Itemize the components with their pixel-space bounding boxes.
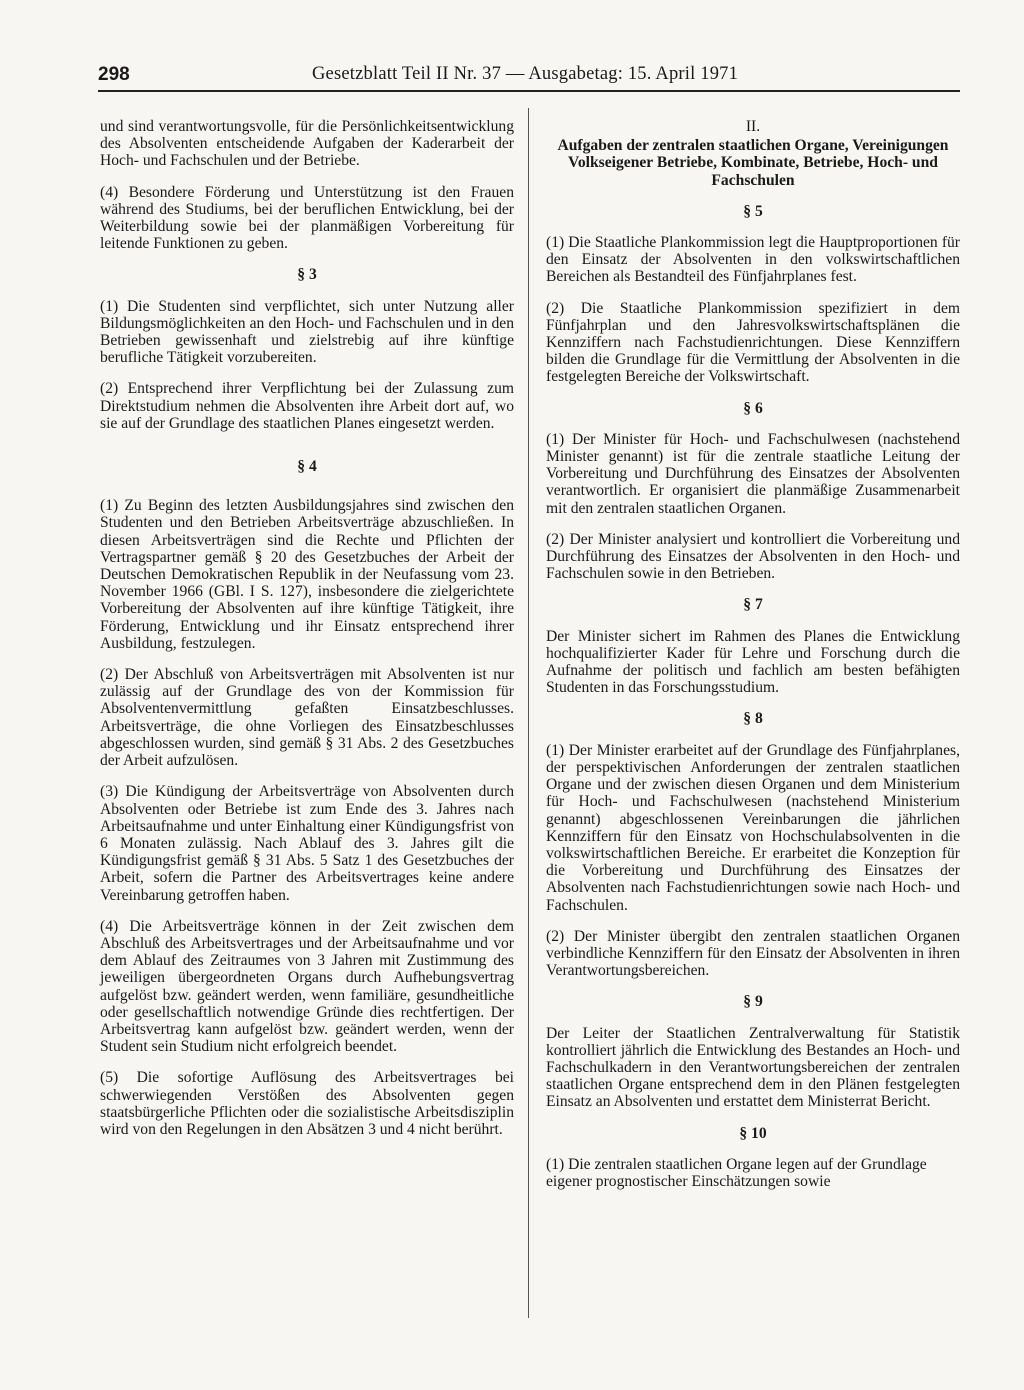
paragraph: (1) Zu Beginn des letzten Ausbildungsjahres sind zwischen den Studenten und den Betrieben Arbeitsverträge abzuschließen. In diesen Arbeitsverträgen sind die Rechte und Pflichten der Vertragspartner gemäß § 20 des Gesetzbuches der Arbeit der Deutschen Demokratischen Republik in der Neufassung vom 23. November 1966 (GBl. I S. 127), insbesondere die zielgerichtete Vorbereitung der Absolventen auf ihre künftige Tätigkeit, ihre Förderung, Entwicklung und ihr Einsatz entsprechend ihrer Ausbildung, festzulegen. bbox=[100, 497, 514, 652]
paragraph: (1) Die Staatliche Plankommission legt die Hauptproportionen für den Einsatz der Absolventen in den volkswirtschaftlichen Bereichen als Bestandteil des Fünfjahrplanes fest. bbox=[546, 234, 960, 286]
paragraph: (1) Die Studenten sind verpflichtet, sich unter Nutzung aller Bildungsmöglichkeiten an den Hoch- und Fachschulen und in den Betrieben gewissenhaft und zielstrebig auf ihre künftige berufliche Tätigkeit vorzubereiten. bbox=[100, 297, 514, 367]
section-heading-9: § 9 bbox=[743, 993, 763, 1011]
paragraph: (3) Die Kündigung der Arbeitsverträge von Absolventen durch Absolventen oder Betriebe ist zum Ende des 3. Jahres nach Arbeitsaufnahme und unter Einhaltung einer Kündigungsfrist von 6 Monaten zulässig. Nach Ablauf des 3. Jahres gilt die Kündigungsfrist gemäß § 31 Abs. 5 Satz 1 des Gesetzbuches der Arbeit, sofern die Partner des Arbeitsvertrages keine andere Vereinbarung getroffen haben. bbox=[100, 783, 514, 904]
section-heading-5: § 5 bbox=[743, 202, 763, 220]
gazette-issue-title: Gesetzblatt Teil II Nr. 37 — Ausgabetag: 15. April 1971 bbox=[312, 64, 739, 84]
section-heading-3: § 3 bbox=[297, 266, 317, 284]
paragraph: Der Minister sichert im Rahmen des Planes die Entwicklung hochqualifizierter Kader für Lehre und Forschung durch die Aufnahme der politisch und fachlich am besten befähigten Studenten in das Forschungsstudium. bbox=[546, 627, 960, 697]
spacer bbox=[100, 489, 514, 497]
right-column bbox=[546, 118, 960, 1204]
paragraph: (2) Die Staatliche Plankommission spezifiziert in dem Fünfjahrplan und den Jahresvolkswirtschaftsplänen die Kennziffern nach Fachstudienrichtungen. Diese Kennziffern bilden die Grundlage für die Vermittlung der Absolventen in die festgelegten Bereiche der Volkswirtschaft. bbox=[546, 299, 960, 386]
paragraph: (1) Der Minister für Hoch- und Fachschulwesen (nachstehend Minister genannt) ist für die zentrale staatliche Leitung der Vorbereitung und Durchführung des Einsatzes der Absolventen verantwortlich. Er organisiert die planmäßige Zusammenarbeit mit den zentralen staatlichen Organen. bbox=[546, 430, 960, 517]
paragraph: (2) Der Minister übergibt den zentralen staatlichen Organen verbindliche Kennziffern für den Einsatz der Absolventen in ihren Verantwortungsbereichen. bbox=[546, 927, 960, 980]
left-column bbox=[100, 118, 514, 1152]
section-heading-10: § 10 bbox=[739, 1124, 767, 1142]
paragraph: (1) Der Minister erarbeitet auf der Grundlage des Fünfjahrplanes, der perspektivischen Anforderungen der zentralen staatlichen Organe und der zwischen diesen Organen und dem Ministerium für Hoch- und Fachschulwesen (nachstehend Ministerium genannt) abgeschlossenen Vereinbarungen die jährlichen Kennziffern für den Einsatz von Hochschulabsolventen in die volkswirtschaftlichen Bereiche. Er erarbeitet die Konzeption für die Vorbereitung und Durchführung des Einsatzes der Absolventen nach Fachstudienrichtungen sowie nach Hoch- und Fachschulen. bbox=[546, 741, 960, 914]
paragraph: (4) Besondere Förderung und Unterstützung ist den Frauen während des Studiums, bei der beruflichen Entwicklung, bei der Weiterbildung sowie bei der planmäßigen Vorbereitung für leitende Funktionen zu geben. bbox=[100, 183, 514, 253]
paragraph: und sind verantwortungsvolle, für die Persönlichkeitsentwicklung des Absolventen entscheidende Aufgaben der Kaderarbeit der Hoch- und Fachschulen und der Betriebe. bbox=[100, 118, 514, 170]
paragraph: Der Leiter der Staatlichen Zentralverwaltung für Statistik kontrolliert jährlich die Entwicklung des Bestandes an Hoch- und Fachschulkadern in den Verantwortungsbereichen der zentralen staatlichen Organe entsprechend dem in den Plänen festgelegten Einsatz an Absolventen und erstattet dem Ministerrat Bericht. bbox=[546, 1024, 960, 1111]
paragraph: (2) Der Minister analysiert und kontrolliert die Vorbereitung und Durchführung des Einsatzes der Absolventen in den Hoch- und Fachschulen sowie in den Betrieben. bbox=[546, 530, 960, 583]
section-heading-7: § 7 bbox=[743, 596, 763, 614]
chapter-title: Aufgaben der zentralen staatlichen Organe, Vereinigungen Volkseigener Betriebe, Kombinate, Betriebe, Hoch- und Fachschulen bbox=[557, 137, 949, 189]
paragraph: (1) Die zentralen staatlichen Organe legen auf der Grundlage eigener prognostischer Einschätzungen sowie bbox=[546, 1155, 927, 1190]
chapter-number: II. bbox=[745, 118, 761, 135]
section-heading-8: § 8 bbox=[743, 710, 763, 728]
column-divider bbox=[528, 108, 529, 1318]
section-heading-6: § 6 bbox=[743, 399, 763, 417]
paragraph: (2) Entsprechend ihrer Verpflichtung bei der Zulassung zum Direktstudium nehmen die Absolventen ihre Arbeit dort auf, wo sie auf der Grundlage des staatlichen Planes eingesetzt werden. bbox=[100, 380, 514, 432]
paragraph: (4) Die Arbeitsverträge können in der Zeit zwischen dem Abschluß des Arbeitsvertrages und der Arbeitsaufnahme und vor dem Ablauf des Zeitraumes von 3 Jahren mit Zustimmung des jeweiligen übergeordneten Organs durch Aufhebungsvertrag aufgelöst bzw. geändert werden, wenn familiäre, gesundheitliche oder gesellschaftlich notwendige Gründe dies rechtfertigen. Der Arbeitsvertrag kann aufgelöst bzw. geändert werden, wenn der Student sein Studium nicht erfolgreich beendet. bbox=[100, 917, 514, 1056]
section-heading-4: § 4 bbox=[297, 458, 317, 476]
paragraph: (2) Der Abschluß von Arbeitsverträgen mit Absolventen ist nur zulässig auf der Grundlage des von der Kommission für Absolventenvermittlung gefaßten Einsatzbeschlusses. Arbeitsverträge, die ohne Vorliegen des Einsatzbeschlusses abgeschlossen wurden, sind gemäß § 31 Abs. 2 des Gesetzbuches der Arbeit aufzulösen. bbox=[100, 666, 514, 770]
spacer bbox=[100, 446, 514, 458]
paragraph: (5) Die sofortige Auflösung des Arbeitsvertrages bei schwerwiegenden Verstößen des Absolventen gegen staatsbürgerliche Pflichten oder die sozialistische Arbeitsdisziplin wird von den Regelungen in den Absätzen 3 und 4 nicht berührt. bbox=[100, 1069, 514, 1138]
page-header bbox=[98, 64, 960, 92]
page-number: 298 bbox=[98, 64, 130, 85]
